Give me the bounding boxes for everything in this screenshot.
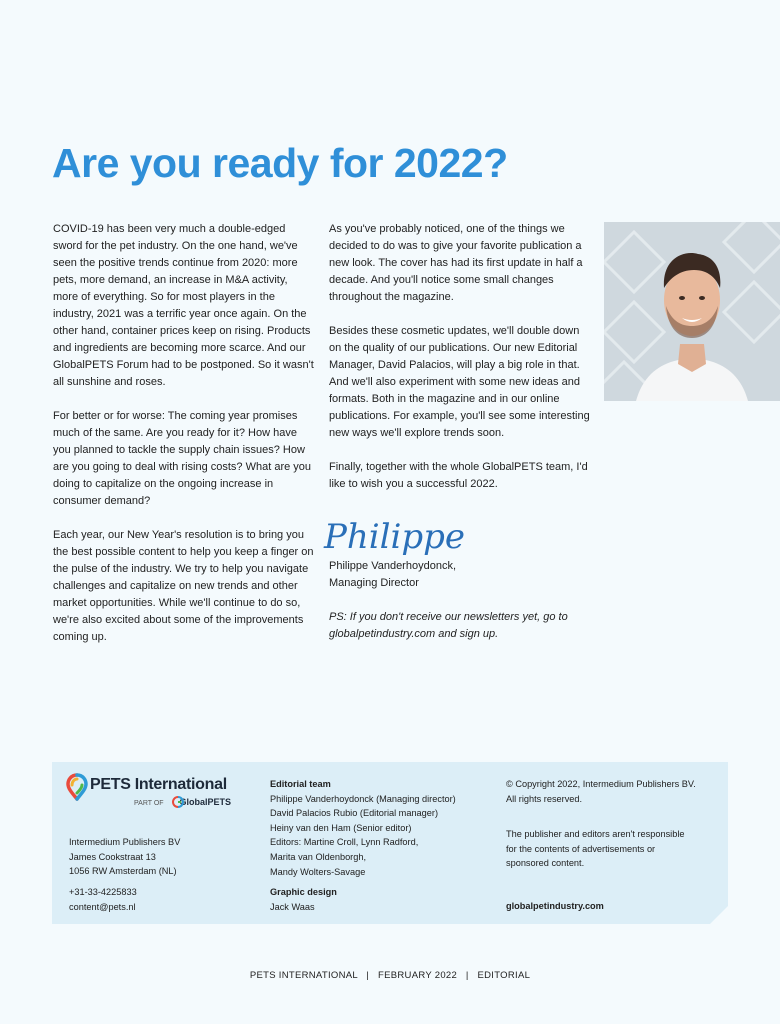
article-column-2 [329,221,591,510]
logo-text: PETS International [90,776,227,793]
editorial-line: Mandy Wolters-Savage [270,866,366,877]
signer-name: Philippe Vanderhoydonck, [329,560,456,572]
disclaimer-line: The publisher and editors aren't responsible [506,829,685,839]
article-column-1 [53,221,315,663]
copyright-line: All rights reserved. [506,793,583,804]
pin-logo-icon [66,773,88,801]
disclaimer-line: sponsored content. [506,858,585,869]
address-line: James Cookstraat 13 [69,851,156,862]
editorial-team [270,777,456,879]
page-footer: PETS INTERNATIONAL | FEBRUARY 2022 | EDITORIAL [249,970,531,981]
design-heading: Graphic design [270,887,337,897]
address-line: Intermedium Publishers BV [69,837,181,847]
publisher-contact [69,885,137,914]
pets-international-logo [66,773,246,813]
signer-role: Managing Director [329,577,419,589]
website-link[interactable]: globalpetindustry.com [506,901,604,911]
editorial-heading: Editorial team [270,779,331,789]
signature [322,510,472,558]
copyright-line: © Copyright 2022, Intermedium Publishers BV. [506,779,696,789]
graphic-design [270,885,337,914]
email-link[interactable]: content@pets.nl [69,901,136,912]
paragraph: Finally, together with the whole GlobalPETS team, I'd like to wish you a successful 2022. [329,461,588,490]
logo-part-of: PART OF [134,800,164,807]
editorial-line: Marita van Oldenborgh, [270,851,367,862]
address-line: 1056 RW Amsterdam (NL) [69,866,177,877]
editorial-line: David Palacios Rubio (Editorial manager) [270,808,439,819]
website [506,899,604,914]
signer-block [329,558,456,592]
editorial-line: Heiny van den Ham (Senior editor) [270,822,412,833]
logo-subtext [134,797,231,807]
paragraph: As you've probably noticed, one of the things we decided to do was to give your favorite publication a new look. The cover has had its first update in half a decade. And you'll notice some small changes throughout the magazine. [329,223,583,303]
ps-note: PS: If you don't receive our newsletters yet, go to globalpetindustry.com and sign up. [329,611,568,640]
editorial-line: Editors: Martine Croll, Lynn Radford, [270,837,419,848]
author-photo [604,222,780,401]
paragraph: Besides these cosmetic updates, we'll double down on the quality of our publications. Our new Editorial Manager, David Palacios, will play a big role in that. And we'll also experiment with some new ideas and formats. Both in the magazine and in our online publications. For example, you'll see some interesting new ways we'll explore trends soon. [329,325,590,439]
publisher-address [69,835,180,879]
paragraph: COVID-19 has been very much a double-edged sword for the pet industry. On the one hand, we've seen the positive trends continue from 2020: more pets, more demand, an increase in M&A activity, more of everything. So for most players in the industry, 2021 was a terrific year once again. On the other hand, container prices keep on rising. Products and ingredients are becoming more scarce. And our GlobalPETS Forum had to be postponed. So it wasn't all sunshine and roses. [53,223,314,388]
page-title: Are you ready for 2022? [52,140,508,186]
disclaimer [506,827,684,871]
logo-globalpets: GlobalPETS [179,797,232,807]
copyright [506,777,696,806]
paragraph: For better or for worse: The coming year promises much of the same. Are you ready for it? How have you planned to tackle the supply chain issues? How are you going to deal with rising costs? What are you doing to capitalize on the ongoing increase in consumer demand? [53,410,312,507]
editorial-line: Philippe Vanderhoydonck (Managing director) [270,793,456,804]
designer-name: Jack Waas [270,901,315,912]
phone: +31-33-4225833 [69,887,137,897]
globalpets-logo-icon [172,796,184,808]
disclaimer-line: for the contents of advertisements or [506,843,656,854]
paragraph: Each year, our New Year's resolution is to bring you the best possible content to help you keep a finger on the pulse of the industry. We try to help you navigate challenges and capitalize on new trends and other market opportunities. While we'll continue to do so, we're also excited about some of the improvements coming up. [53,529,314,643]
signature-text: Philippe [324,517,466,557]
